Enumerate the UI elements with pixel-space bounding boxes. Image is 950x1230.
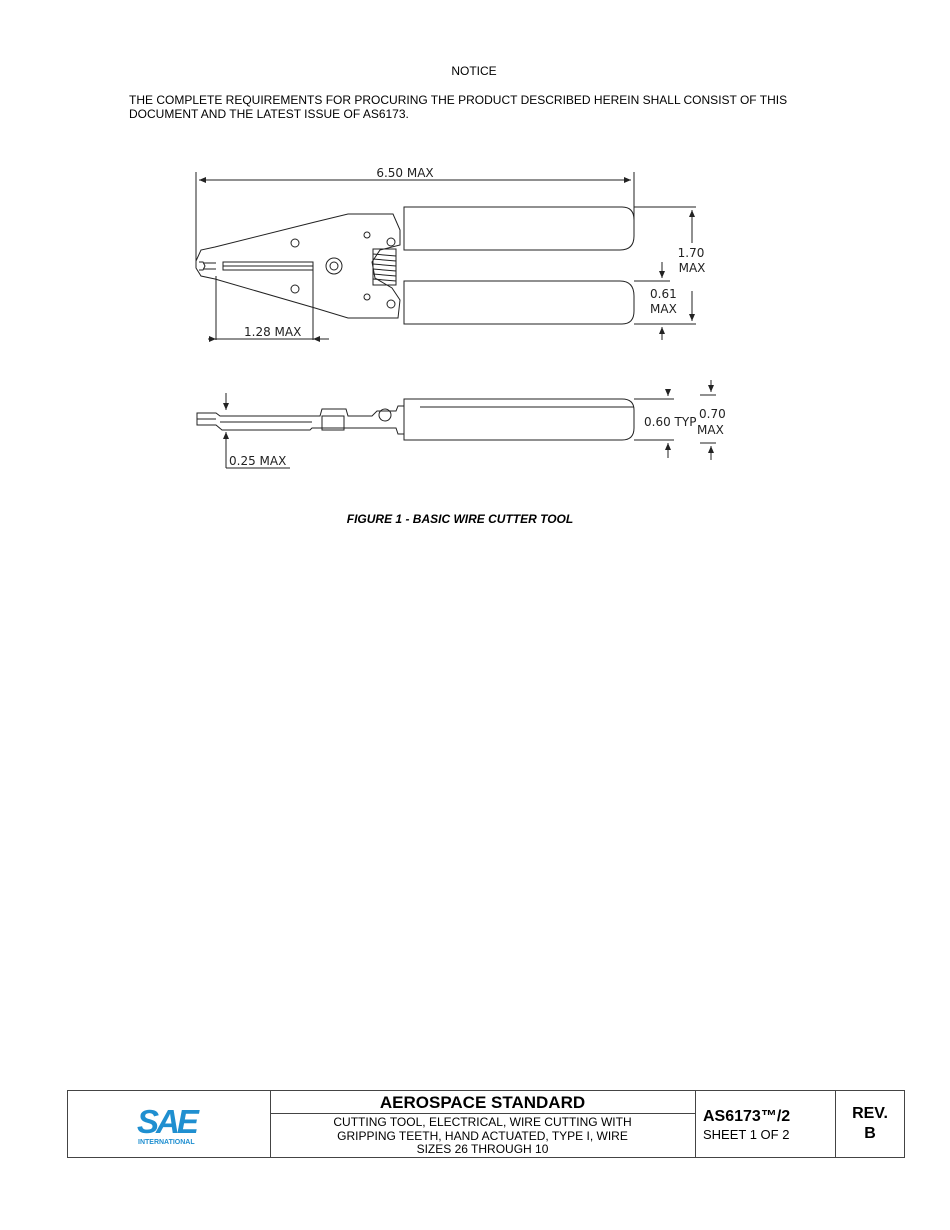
dim-jaw-length: 1.28 MAX xyxy=(244,325,302,339)
dim-overall-thickness-value: 0.70 xyxy=(699,407,726,421)
description-line: GRIPPING TEETH, HAND ACTUATED, TYPE I, WIRE xyxy=(337,1128,628,1143)
revision-cell xyxy=(835,1091,905,1157)
standard-heading: AEROSPACE STANDARD xyxy=(270,1091,695,1114)
revision-value: B xyxy=(864,1125,876,1142)
top-view xyxy=(196,172,696,340)
dim-jaw-thickness: 0.25 MAX xyxy=(229,454,287,468)
document-number: AS6173™/2 xyxy=(703,1108,791,1125)
document-number-cell xyxy=(695,1091,836,1157)
dim-handle-span-unit: MAX xyxy=(678,261,706,275)
notice-body: THE COMPLETE REQUIREMENTS FOR PROCURING THE PRODUCT DESCRIBED HEREIN SHALL CONSIST OF THIS DOCUMENT AND THE LATEST ISSUE OF AS6173. xyxy=(129,93,788,121)
notice-title: NOTICE xyxy=(451,64,497,78)
title-block-description xyxy=(270,1091,696,1157)
figure-caption: FIGURE 1 - BASIC WIRE CUTTER TOOL xyxy=(346,512,574,526)
standard-description xyxy=(270,1114,695,1157)
sae-logo xyxy=(68,1091,271,1157)
sae-logo-mark: SAE xyxy=(137,1103,196,1140)
dim-handle-thickness-typ: 0.60 TYP xyxy=(644,415,697,429)
description-line: SIZES 26 THROUGH 10 xyxy=(416,1142,549,1156)
description-line: CUTTING TOOL, ELECTRICAL, WIRE CUTTING WITH xyxy=(333,1115,632,1129)
revision-label: REV. xyxy=(852,1105,888,1122)
sae-logo-sub: INTERNATIONAL xyxy=(138,1139,195,1146)
dim-handle-width-unit: MAX xyxy=(650,302,677,316)
dim-handle-span-value: 1.70 xyxy=(677,246,705,260)
wire-cutter-drawing xyxy=(0,0,950,500)
dim-overall-length: 6.50 MAX xyxy=(376,166,434,180)
dim-overall-thickness-unit: MAX xyxy=(697,423,724,437)
dim-handle-width-value: 0.61 xyxy=(650,287,677,301)
title-block xyxy=(67,1090,905,1158)
sheet-number: SHEET 1 OF 2 xyxy=(703,1127,790,1142)
